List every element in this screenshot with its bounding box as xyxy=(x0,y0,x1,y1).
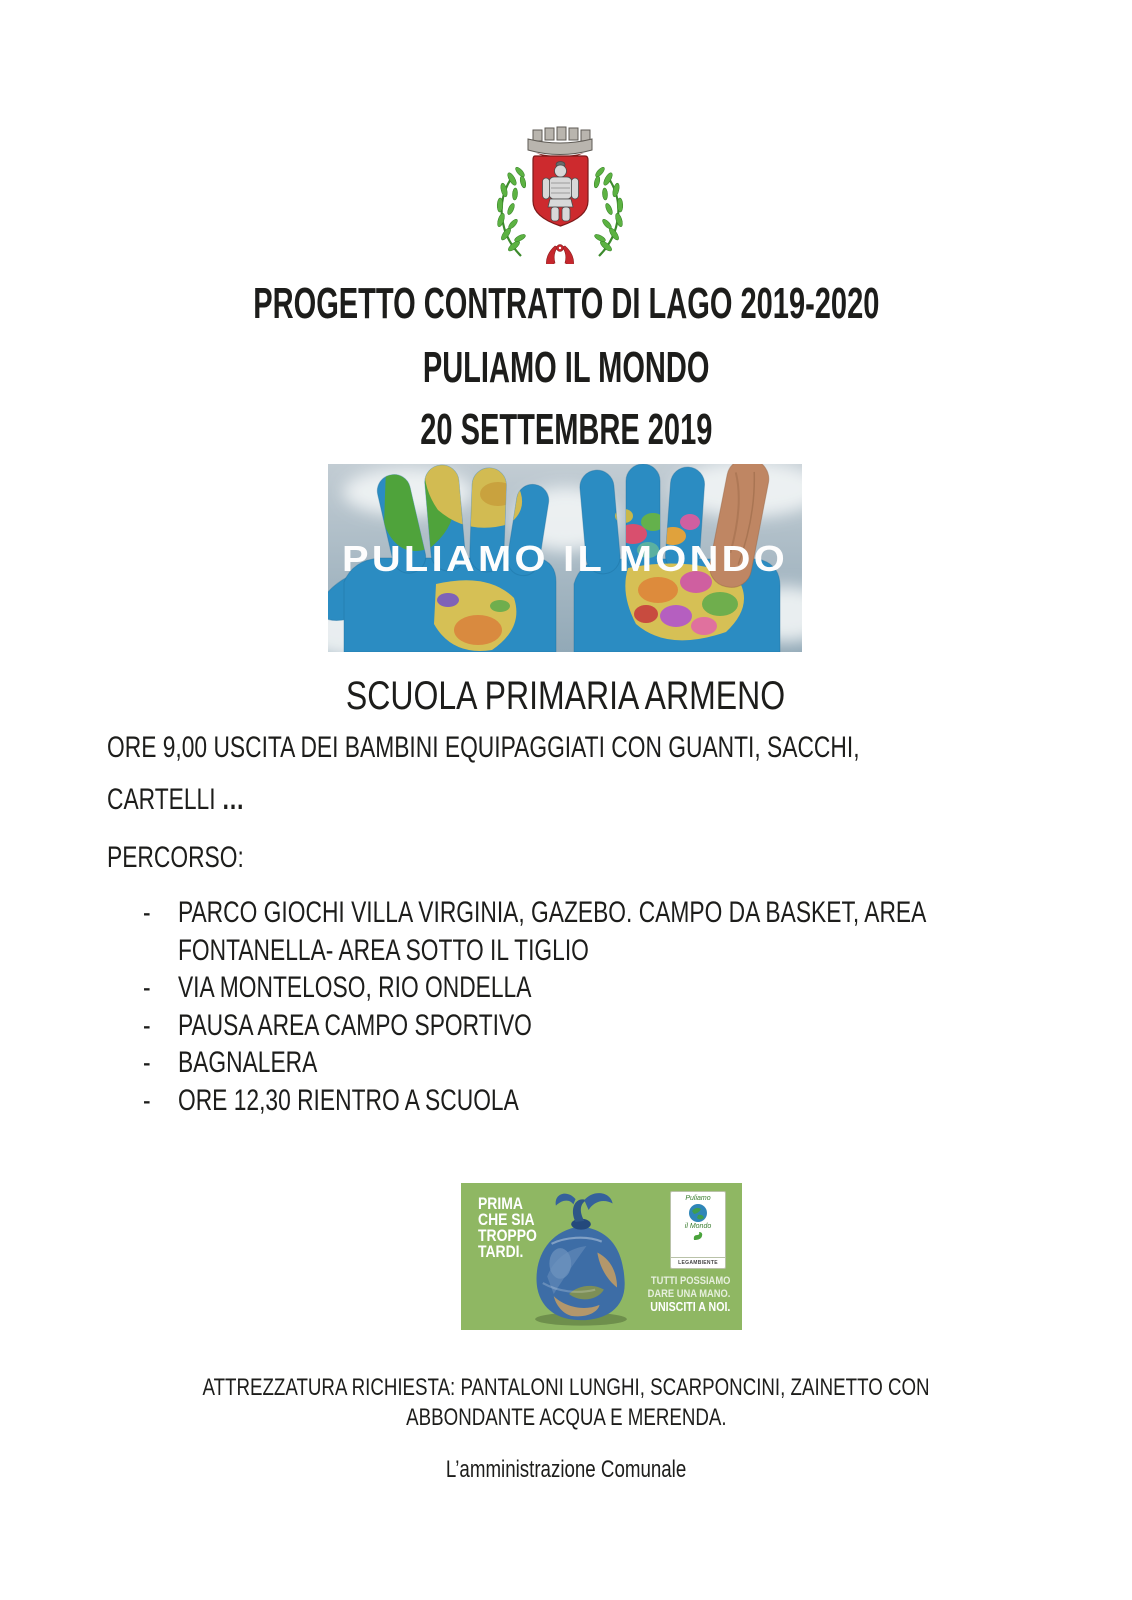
route-item: - VIA MONTELOSO, RIO ONDELLA xyxy=(143,971,532,1004)
photo-overlay-text: PULIAMO IL MONDO xyxy=(342,538,788,579)
signature: L’amministrazione Comunale xyxy=(445,1456,687,1483)
school-heading: SCUOLA PRIMARIA ARMENO xyxy=(346,674,786,718)
logo-org-name: LEGAMBIENTE xyxy=(671,1257,725,1268)
intro-line-1: ORE 9,00 USCITA DEI BAMBINI EQUIPAGGIATI CON GUANTI, SACCHI, xyxy=(107,731,860,764)
logo-globe-icon xyxy=(688,1203,708,1223)
ellipsis: … xyxy=(221,783,245,816)
route-item: - PARCO GIOCHI VILLA VIRGINIA, GAZEBO. CAMPO DA BASKET, AREA xyxy=(143,896,927,929)
earth-trash-bag-icon xyxy=(521,1189,641,1327)
logo-text-middle: il Mondo xyxy=(684,1223,712,1230)
route-item: - PAUSA AREA CAMPO SPORTIVO xyxy=(143,1009,532,1042)
ribbon xyxy=(546,245,573,264)
hands-world-map-photo xyxy=(328,464,802,652)
route-item: - ORE 12,30 RIENTRO A SCUOLA xyxy=(143,1084,519,1117)
title-line-2: PULIAMO IL MONDO xyxy=(422,343,710,392)
logo-text-top: Puliamo xyxy=(685,1195,711,1202)
route-heading: PERCORSO: xyxy=(107,841,244,874)
equipment-line-2: ABBONDANTE ACQUA E MERENDA. xyxy=(405,1404,727,1431)
mural-crown xyxy=(528,127,592,155)
title-line-1: PROGETTO CONTRATTO DI LAGO 2019-2020 xyxy=(252,279,880,328)
banner-headline: PRIMA CHE SIA TROPPO TARDI. xyxy=(478,1194,537,1261)
municipal-crest-icon xyxy=(487,124,633,264)
banner-slogan: TUTTI POSSIAMO DARE UNA MANO. UNISCITI A NOI. xyxy=(647,1275,730,1314)
route-item: - BAGNALERA xyxy=(143,1046,318,1079)
equipment-line-1: ATTREZZATURA RICHIESTA: PANTALONI LUNGHI, SCARPONCINI, ZAINETTO CON xyxy=(202,1374,930,1401)
legambiente-logo xyxy=(670,1191,726,1269)
intro-line-2: CARTELLI … xyxy=(107,783,245,816)
title-line-3: 20 SETTEMBRE 2019 xyxy=(419,405,713,454)
campaign-banner-image xyxy=(461,1183,742,1330)
logo-swan-icon xyxy=(692,1231,704,1241)
route-item-continuation: FONTANELLA- AREA SOTTO IL TIGLIO xyxy=(177,934,589,967)
